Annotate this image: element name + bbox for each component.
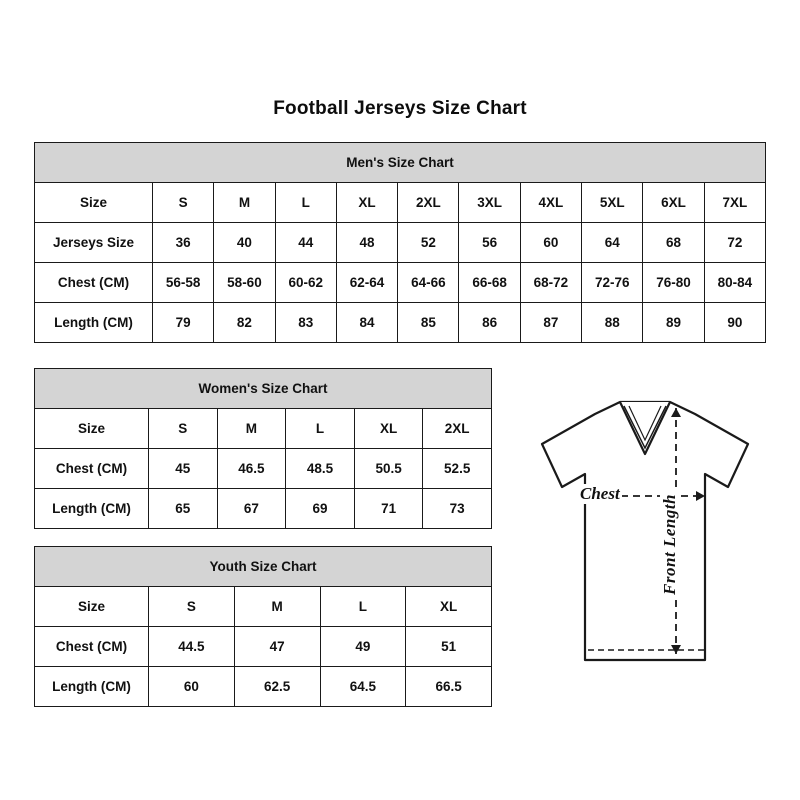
womens-table-caption: Women's Size Chart	[35, 369, 492, 409]
cell: 52	[398, 223, 459, 263]
mens-size-chart-table	[34, 142, 766, 343]
cell: 56-58	[153, 263, 214, 303]
cell: 79	[153, 303, 214, 343]
cell: 44	[275, 223, 336, 263]
cell: 85	[398, 303, 459, 343]
cell: 89	[643, 303, 704, 343]
cell: 82	[214, 303, 275, 343]
row-label-length: Length (CM)	[35, 667, 149, 707]
cell: 87	[520, 303, 581, 343]
cell: 64.5	[320, 667, 406, 707]
cell: 72	[704, 223, 765, 263]
cell: 6XL	[643, 183, 704, 223]
table-caption-row	[35, 369, 492, 409]
cell: S	[149, 587, 235, 627]
cell: 66.5	[406, 667, 492, 707]
cell: M	[214, 183, 275, 223]
cell: 62-64	[336, 263, 397, 303]
cell: 68	[643, 223, 704, 263]
cell: 88	[582, 303, 643, 343]
cell: 56	[459, 223, 520, 263]
page-title: Football Jerseys Size Chart	[273, 98, 527, 119]
row-label-chest: Chest (CM)	[35, 263, 153, 303]
cell: 83	[275, 303, 336, 343]
cell: 52.5	[423, 449, 492, 489]
cell: 48	[336, 223, 397, 263]
cell: 5XL	[582, 183, 643, 223]
cell: 86	[459, 303, 520, 343]
row-label-jerseys-size: Jerseys Size	[35, 223, 153, 263]
cell: 45	[149, 449, 218, 489]
cell: 4XL	[520, 183, 581, 223]
cell: XL	[336, 183, 397, 223]
table-row	[35, 409, 492, 449]
cell: 66-68	[459, 263, 520, 303]
cell: M	[234, 587, 320, 627]
row-label-length: Length (CM)	[35, 303, 153, 343]
row-label-chest: Chest (CM)	[35, 627, 149, 667]
cell: 51	[406, 627, 492, 667]
cell: 58-60	[214, 263, 275, 303]
cell: S	[149, 409, 218, 449]
womens-size-chart-table	[34, 368, 492, 529]
tshirt-icon	[500, 392, 790, 692]
table-row	[35, 627, 492, 667]
table-row	[35, 183, 766, 223]
table-row	[35, 303, 766, 343]
cell: XL	[406, 587, 492, 627]
cell: 84	[336, 303, 397, 343]
cell: XL	[354, 409, 423, 449]
table-row	[35, 223, 766, 263]
cell: 69	[286, 489, 355, 529]
cell: 36	[153, 223, 214, 263]
cell: 3XL	[459, 183, 520, 223]
cell: 71	[354, 489, 423, 529]
cell: 7XL	[704, 183, 765, 223]
cell: 72-76	[582, 263, 643, 303]
row-label-length: Length (CM)	[35, 489, 149, 529]
youth-size-chart-table	[34, 546, 492, 707]
cell: 76-80	[643, 263, 704, 303]
cell: 44.5	[149, 627, 235, 667]
cell: 60-62	[275, 263, 336, 303]
cell: 46.5	[217, 449, 286, 489]
cell: 60	[149, 667, 235, 707]
cell: 80-84	[704, 263, 765, 303]
table-row	[35, 263, 766, 303]
cell: 40	[214, 223, 275, 263]
chest-measurement-label: Chest	[580, 484, 620, 503]
row-label-chest: Chest (CM)	[35, 449, 149, 489]
cell: L	[275, 183, 336, 223]
table-row	[35, 587, 492, 627]
cell: L	[320, 587, 406, 627]
cell: 2XL	[423, 409, 492, 449]
row-label-size: Size	[35, 183, 153, 223]
cell: 73	[423, 489, 492, 529]
cell: 47	[234, 627, 320, 667]
cell: M	[217, 409, 286, 449]
table-caption-row	[35, 143, 766, 183]
row-label-size: Size	[35, 409, 149, 449]
cell: 68-72	[520, 263, 581, 303]
front-length-measurement-label: Front Length	[660, 494, 679, 595]
cell: 2XL	[398, 183, 459, 223]
cell: 50.5	[354, 449, 423, 489]
cell: 90	[704, 303, 765, 343]
table-row	[35, 667, 492, 707]
cell: 64-66	[398, 263, 459, 303]
cell: 62.5	[234, 667, 320, 707]
youth-table-caption: Youth Size Chart	[35, 547, 492, 587]
cell: 64	[582, 223, 643, 263]
table-row	[35, 489, 492, 529]
tshirt-measurement-diagram	[500, 392, 790, 692]
cell: S	[153, 183, 214, 223]
table-row	[35, 449, 492, 489]
mens-table-caption: Men's Size Chart	[35, 143, 766, 183]
cell: 60	[520, 223, 581, 263]
cell: 49	[320, 627, 406, 667]
cell: 67	[217, 489, 286, 529]
row-label-size: Size	[35, 587, 149, 627]
table-caption-row	[35, 547, 492, 587]
cell: 65	[149, 489, 218, 529]
cell: L	[286, 409, 355, 449]
cell: 48.5	[286, 449, 355, 489]
